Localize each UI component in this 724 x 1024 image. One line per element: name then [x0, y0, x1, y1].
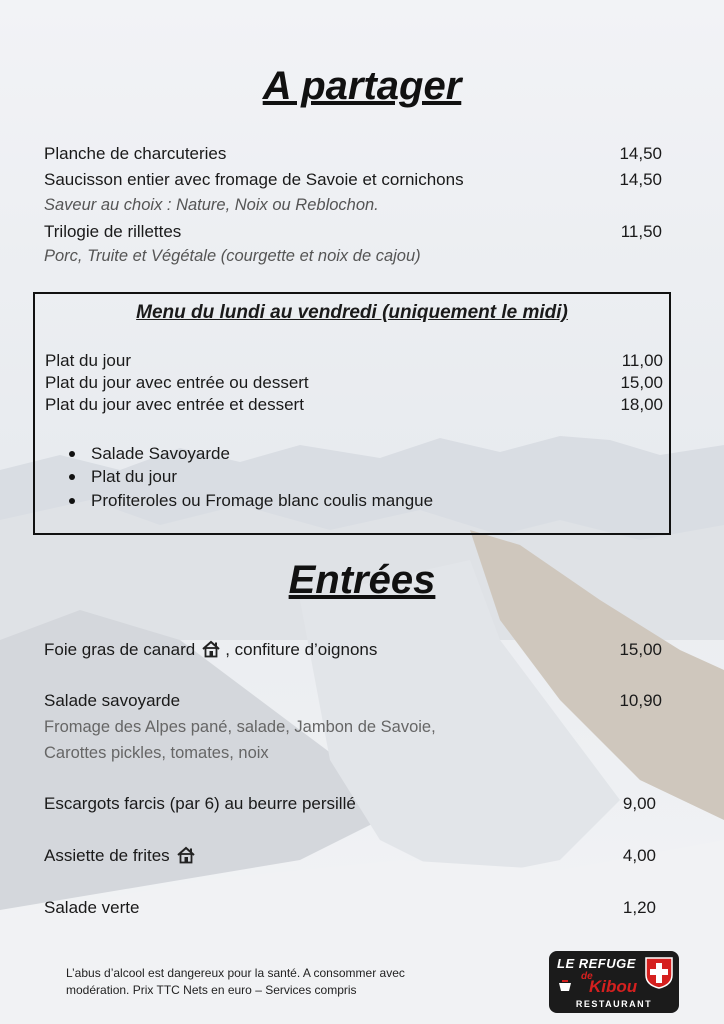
logo-text: RESTAURANT [575, 999, 653, 1009]
item-name: Plat du jour [45, 351, 131, 370]
item-name: Plat du jour avec entrée et dessert [45, 395, 304, 414]
house-icon [201, 640, 221, 658]
item-name: Plat du jour avec entrée ou dessert [45, 373, 309, 392]
bullet-text: Plat du jour [91, 467, 177, 487]
item-name: Planche de charcuteries [44, 144, 227, 163]
menu-item [44, 792, 656, 816]
fondue-pot-icon [557, 979, 573, 993]
logo-text: LE REFUGE [557, 956, 636, 971]
item-price: 15,00 [619, 640, 662, 659]
item-name-text: Foie gras de canard [44, 640, 196, 659]
menu-row [45, 350, 663, 372]
bullet-icon [69, 498, 75, 504]
footer-line: modération. Prix TTC Nets en euro – Services compris [66, 983, 357, 997]
footer-disclaimer [66, 965, 486, 999]
item-price: 11,50 [620, 222, 662, 241]
logo-text: Kibou [589, 977, 638, 996]
savoie-cross-icon [645, 957, 673, 989]
menu-box-title: Menu du lundi au vendredi (uniquement le midi) [136, 302, 568, 323]
bullet-text: Profiteroles ou Fromage blanc coulis mangue [91, 490, 434, 510]
item-name: Trilogie de rillettes [44, 222, 182, 241]
menu-item [44, 168, 662, 192]
menu-item [44, 142, 662, 166]
description-line: Fromage des Alpes pané, salade, Jambon de Savoie, [44, 718, 436, 736]
house-icon [176, 846, 196, 864]
item-name: Salade verte [44, 898, 140, 917]
menu-bullet-list [45, 442, 433, 513]
menu-item [44, 896, 656, 920]
section-title-partager: A partager [262, 64, 462, 108]
bullet-icon [69, 474, 75, 480]
list-item [45, 442, 433, 466]
menu-item [44, 638, 662, 662]
menu-item [44, 220, 662, 244]
bullet-text: Salade Savoyarde [91, 443, 230, 463]
item-price: 15,00 [620, 373, 663, 392]
list-item [45, 489, 433, 513]
bullet-icon [69, 451, 75, 457]
item-price: 14,50 [619, 170, 662, 189]
item-name-text: , confiture d’oignons [225, 640, 378, 659]
item-price: 10,90 [619, 691, 662, 710]
item-subtext: Saveur au choix : Nature, Noix ou Reblochon. [44, 196, 379, 214]
footer-line: L’abus d’alcool est dangereux pour la santé. A consommer avec [66, 966, 405, 980]
item-subtext: Porc, Truite et Végétale (courgette et noix de cajou) [44, 247, 421, 265]
menu-row [45, 372, 663, 394]
item-price: 9,00 [622, 794, 656, 813]
item-description [44, 714, 436, 766]
menu-row [45, 394, 663, 416]
item-price: 4,00 [622, 846, 656, 865]
item-name-text: Assiette de frites [44, 846, 170, 865]
menu-item [44, 689, 662, 713]
section-title-entrees: Entrées [288, 558, 436, 602]
item-name: Saucisson entier avec fromage de Savoie et cornichons [44, 170, 464, 189]
description-line: Carottes pickles, tomates, noix [44, 744, 269, 762]
item-price: 11,00 [621, 351, 663, 370]
item-name [44, 640, 377, 660]
list-item [45, 466, 433, 490]
item-name [44, 846, 200, 866]
menu-item [44, 844, 656, 868]
restaurant-logo [549, 951, 679, 1013]
item-name: Salade savoyarde [44, 691, 181, 710]
item-name: Escargots farcis (par 6) au beurre persillé [44, 794, 356, 813]
item-price: 1,20 [622, 898, 656, 917]
weekday-menu-box [33, 292, 671, 535]
item-price: 14,50 [619, 144, 662, 163]
logo-text: de [581, 971, 593, 982]
item-price: 18,00 [620, 395, 663, 414]
